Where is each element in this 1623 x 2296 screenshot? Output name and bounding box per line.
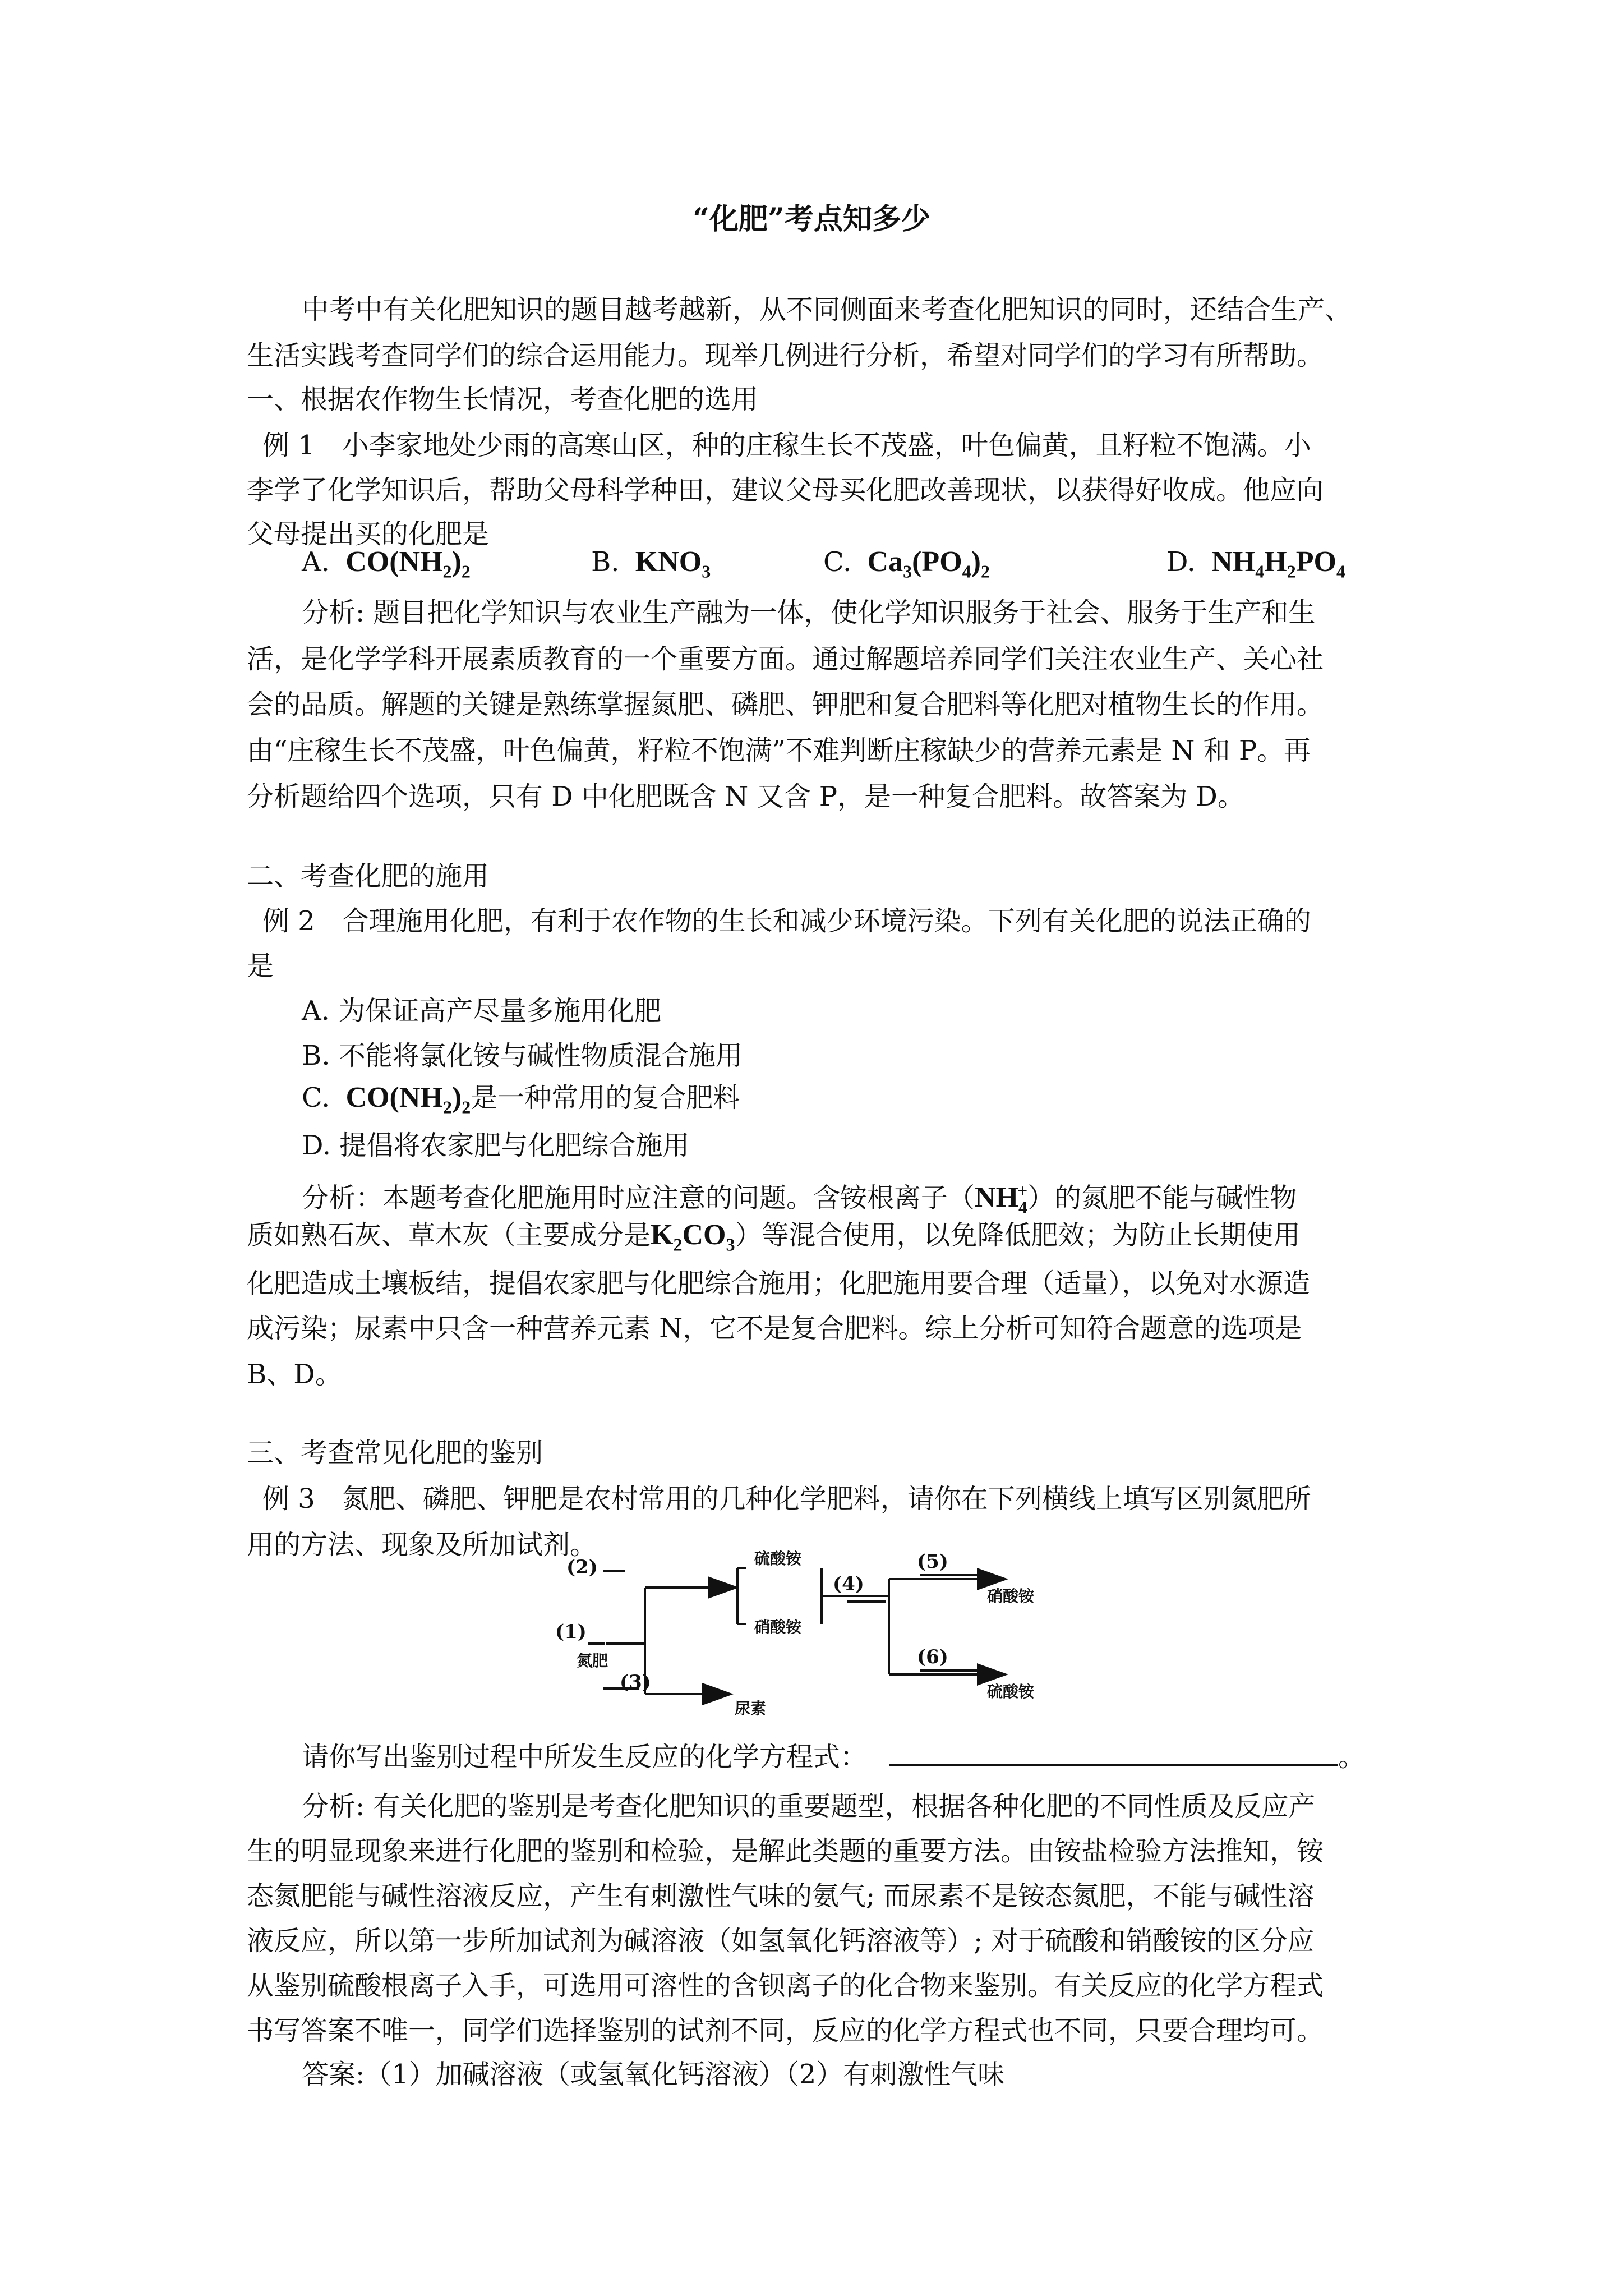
label-ammonium-nitrate: 硝酸铵 [754, 1618, 802, 1636]
option-label: D. [1166, 546, 1196, 578]
example-1-line-2: 李学了化学知识后，帮助父母科学种田，建议父母买化肥改善现状，以获得好收成。他应向 [247, 475, 1324, 506]
equation-end: 。 [1338, 1741, 1366, 1773]
analysis-2-line-5: B、D。 [247, 1359, 342, 1390]
option-text: 是一种常用的复合肥料 [471, 1082, 740, 1114]
label-nitrogen-fertilizer: 氮肥 [577, 1651, 608, 1670]
section-1-heading: 一、根据农作物生长情况，考查化肥的选用 [247, 384, 759, 415]
analysis-text: ）等混合使用，以免降低肥效；为防止长期使用 [735, 1220, 1301, 1251]
intro-line-1: 中考中有关化肥知识的题目越考越新，从不同侧面来考查化肥知识的同时，还结合生产、 [302, 294, 1352, 325]
label-6: (6) [917, 1646, 948, 1668]
formula-k2co3: $K_2CO_3$ [651, 1219, 735, 1255]
formula-kno3: $KNO_3$ [628, 546, 711, 582]
formula-ammonium-ion: $NH_4^+$ [975, 1180, 1028, 1217]
example-2-line-1: 例 2 合理施用化肥，有利于农作物的生长和减少环境污染。下列有关化肥的说法正确的 [262, 905, 1311, 937]
analysis-1-line-4: 由“庄稼生长不茂盛，叶色偏黄，籽粒不饱满”不难判断庄稼缺少的营养元素是 N 和 P。再 [247, 735, 1311, 766]
example-3-line-2: 用的方法、现象及所加试剂。 [247, 1529, 597, 1561]
option-label: C. [823, 546, 852, 578]
option-2d: D. 提倡将农家肥与化肥综合施用 [302, 1130, 690, 1161]
analysis-3-line-1: 分析: 有关化肥的鉴别是考查化肥知识的重要题型，根据各种化肥的不同性质及反应产 [302, 1791, 1316, 1822]
page-title: “化肥”考点知多少 [693, 202, 930, 236]
example-3-line-1: 例 3 氮肥、磷肥、钾肥是农村常用的几种化学肥料，请你在下列横线上填写区别氮肥所 [262, 1483, 1311, 1515]
analysis-2-line-3: 化肥造成土壤板结，提倡农家肥与化肥综合施用；化肥施用要合理（适量），以免对水源造 [247, 1268, 1311, 1299]
label-3: (3) [620, 1671, 651, 1694]
analysis-3-line-5: 从鉴别硫酸根离子入手，可选用可溶性的含钡离子的化合物来鉴别。有关反应的化学方程式 [247, 1970, 1324, 2001]
label-output-6: 硫酸铵 [987, 1682, 1035, 1701]
formula-ca3po42: $Ca_3(PO_4)_2$ [860, 546, 990, 582]
label-ammonium-sulfate: 硫酸铵 [754, 1549, 802, 1568]
option-2b: B. 不能将氯化铵与碱性物质混合施用 [302, 1040, 743, 1071]
option-label: B. [591, 546, 620, 578]
option-1d [1166, 539, 1345, 595]
analysis-3-line-6: 书写答案不唯一，同学们选择鉴别的试剂不同，反应的化学方程式也不同，只要合理均可。 [247, 2015, 1324, 2046]
equation-blank[interactable] [889, 1736, 1338, 1766]
analysis-1-line-3: 会的品质。解题的关键是熟练掌握氮肥、磷肥、钾肥和复合肥料等化肥对植物生长的作用。 [247, 689, 1324, 720]
example-2-line-2: 是 [247, 950, 274, 982]
analysis-1-line-5: 分析题给四个选项，只有 D 中化肥既含 N 又含 P，是一种复合肥料。故答案为 D。 [247, 781, 1244, 812]
option-1b [591, 539, 711, 595]
equation-prompt: 请你写出鉴别过程中所发生反应的化学方程式： [302, 1741, 868, 1773]
label-output-5: 硝酸铵 [987, 1587, 1035, 1605]
option-label: A. [302, 546, 330, 578]
label-2: (2) [566, 1556, 598, 1579]
answer-line: 答案:（1）加碱溶液（或氢氧化钙溶液）（2）有刺激性气味 [302, 2059, 1005, 2090]
example-1-line-1: 例 1 小李家地处少雨的高寒山区，种的庄稼生长不茂盛，叶色偏黄，且籽粒不饱满。小 [262, 430, 1311, 461]
option-2a: A. 为保证高产尽量多施用化肥 [302, 995, 662, 1027]
equation-prompt-line [302, 1733, 1365, 1780]
analysis-text: 质如熟石灰、草木灰（主要成分是 [247, 1220, 651, 1251]
formula-urea: $CO(NH_2)_2$ [338, 1082, 471, 1117]
analysis-3-line-3: 态氮肥能与碱性溶液反应，产生有刺激性气味的氨气; 而尿素不是铵态氮肥，不能与碱性溶 [247, 1880, 1315, 1912]
section-3-heading: 三、考查常见化肥的鉴别 [247, 1437, 543, 1469]
option-1a [302, 539, 471, 595]
label-1: (1) [555, 1621, 587, 1643]
analysis-1-line-1: 分析: 题目把化学知识与农业生产融为一体，使化学知识服务于社会、服务于生产和生 [302, 597, 1316, 628]
intro-line-2: 生活实践考查同学们的综合运用能力。现举几例进行分析，希望对同学们的学习有所帮助。 [247, 340, 1324, 371]
option-1c [823, 539, 990, 595]
option-label: C. [302, 1082, 330, 1114]
label-urea: 尿素 [735, 1699, 767, 1718]
analysis-1-line-2: 活，是化学学科开展素质教育的一个重要方面。通过解题培养同学们关注农业生产、关心社 [247, 643, 1324, 675]
formula-urea: $CO(NH_2)_2$ [338, 546, 471, 582]
analysis-2-line-4: 成污染；尿素中只含一种营养元素 N，它不是复合肥料。综上分析可知符合题意的选项是 [247, 1313, 1302, 1344]
analysis-text: ）的氮肥不能与碱性物 [1027, 1182, 1297, 1214]
analysis-3-line-2: 生的明显现象来进行化肥的鉴别和检验，是解此类题的重要方法。由铵盐检验方法推知，铵 [247, 1835, 1324, 1867]
analysis-3-line-4: 液反应，所以第一步所加试剂为碱溶液（如氢氧化钙溶液等）; 对于硫酸和销酸铵的区分应 [247, 1925, 1315, 1957]
analysis-text: 分析：本题考查化肥施用时应注意的问题。含铵根离子（ [302, 1182, 975, 1214]
identification-flow-diagram [555, 1548, 1088, 1728]
formula-nh4h2po4: $NH_4H_2PO_4$ [1204, 546, 1345, 582]
section-2-heading: 二、考查化肥的施用 [247, 861, 490, 892]
label-5: (5) [917, 1550, 948, 1573]
example-1-line-3: 父母提出买的化肥是 [247, 518, 490, 550]
label-4: (4) [833, 1573, 864, 1595]
